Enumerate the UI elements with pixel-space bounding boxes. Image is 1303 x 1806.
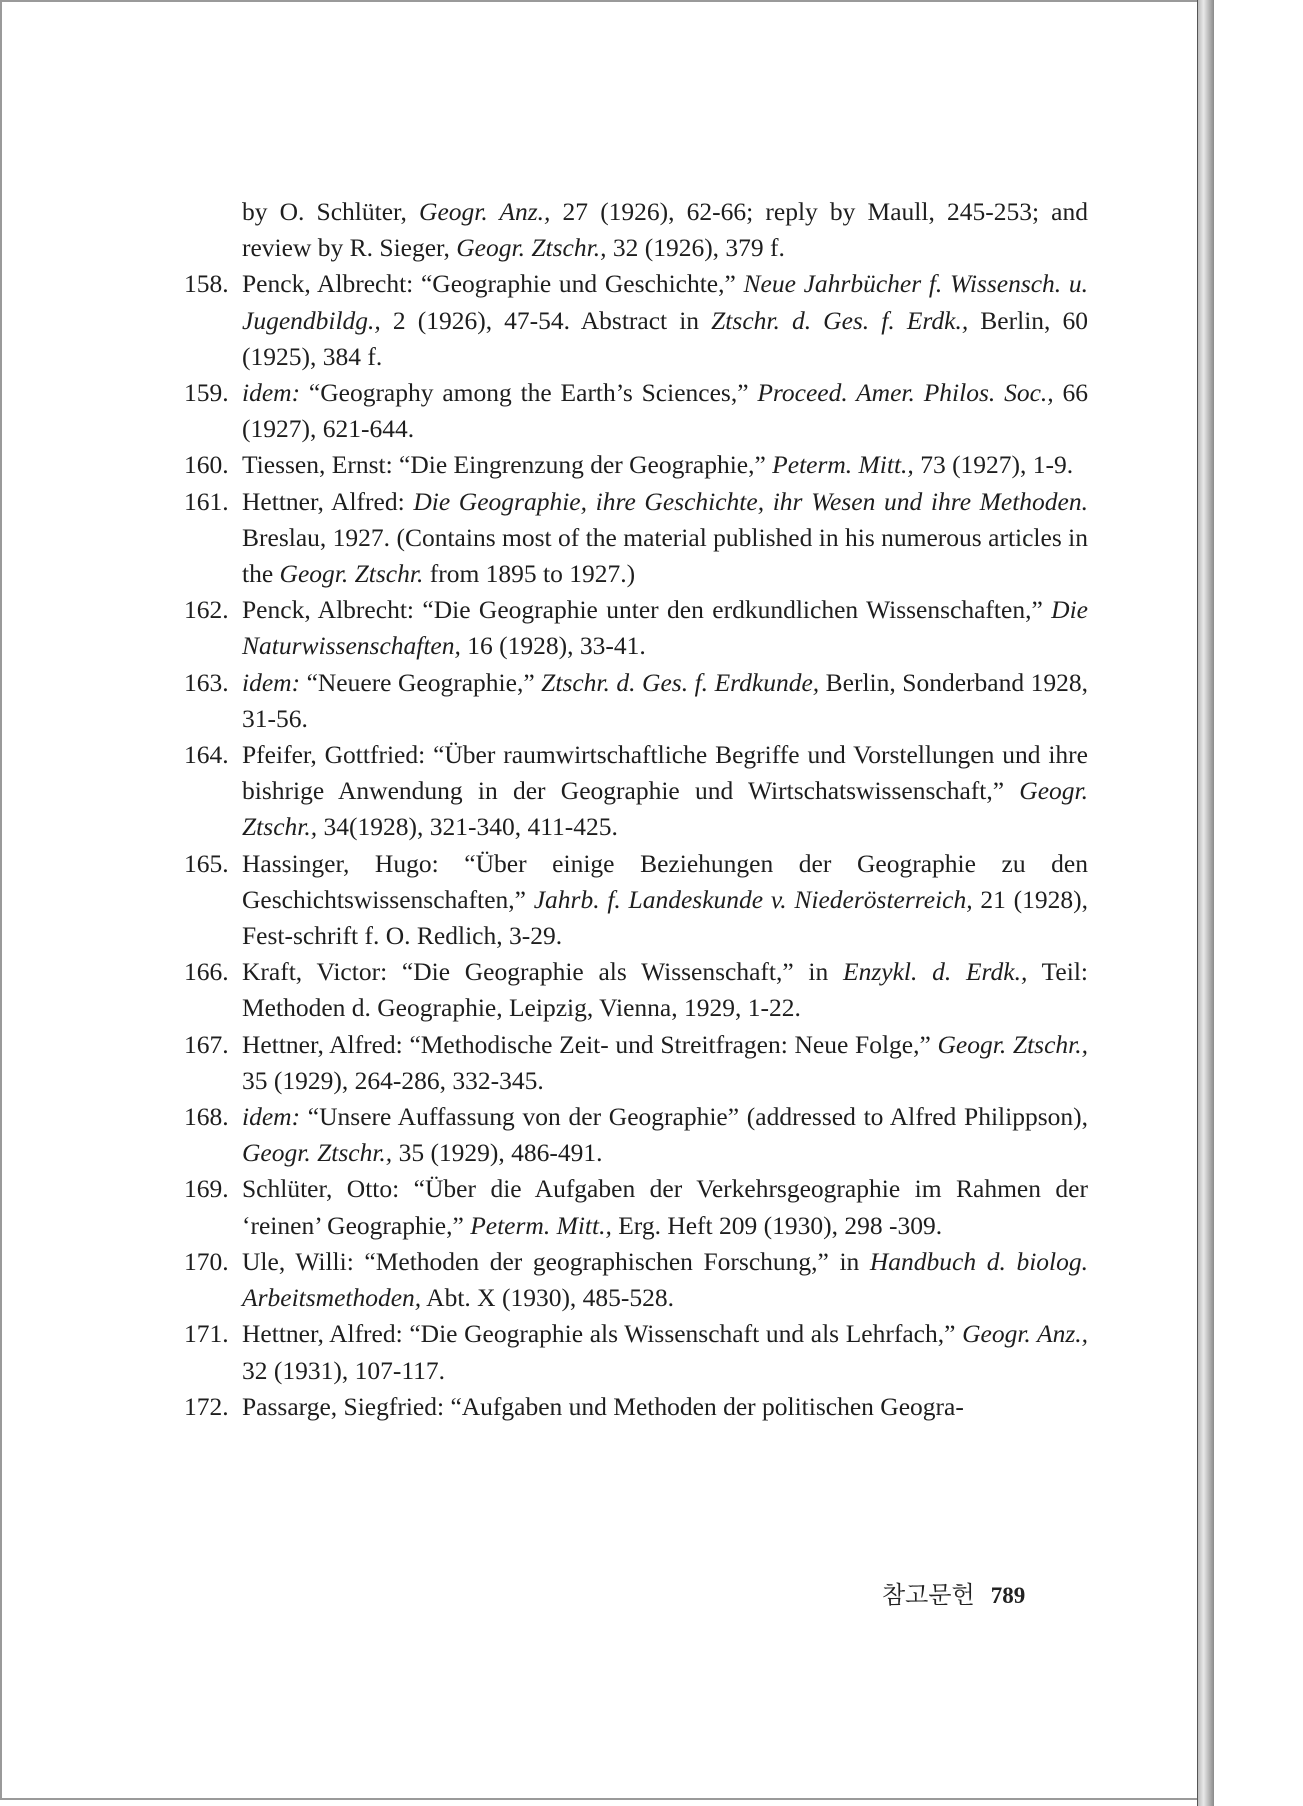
text-run: Kraft, Victor: “Die Geographie als Wissenschaft,” in [242, 957, 844, 987]
reference-text [242, 266, 1088, 375]
reference-text [242, 484, 1088, 593]
text-run: Tiessen, Ernst: “Die Eingrenzung der Geographie,” [242, 450, 773, 480]
reference-list [184, 194, 1088, 1425]
reference-text [242, 954, 1088, 1026]
italic-text: Peterm. Mitt., [470, 1210, 612, 1240]
text-run: Abt. X (1930), 485-528. [421, 1283, 675, 1313]
reference-number: 172. [184, 1391, 229, 1421]
italic-text: idem: [242, 1102, 301, 1132]
text-run: Hassinger, Hugo: “Über einige Beziehungen der Geographie zu den Geschichtswissenschaften,” [242, 848, 1088, 914]
italic-text: Die Naturwissenschaften, [242, 595, 1088, 661]
italic-text: Geogr. Ztschr., [242, 1138, 393, 1168]
reference-text [242, 375, 1088, 447]
italic-text: Neue Jahrbücher f. Wissensch. u. Jugendbildg., [242, 269, 1088, 335]
italic-text: Die Geographie, ihre Geschichte, ihr Wesen und ihre Methoden. [413, 486, 1088, 516]
reference-text [242, 665, 1088, 737]
reference-text [242, 1244, 1088, 1316]
reference-number: 158. [184, 269, 229, 299]
reference-text [242, 1389, 1088, 1425]
italic-text: Geogr. Anz., [962, 1319, 1088, 1349]
reference-item [184, 1389, 1088, 1425]
text-run: 66 (1927), 621-644. [242, 378, 1088, 444]
page-edge [1197, 0, 1214, 1806]
reference-number: 170. [184, 1246, 229, 1276]
italic-text: Ztschr. d. Ges. f. Erdk., [711, 305, 969, 335]
italic-text: Proceed. Amer. Philos. Soc., [757, 378, 1054, 408]
reference-number: 166. [184, 957, 229, 987]
reference-text [242, 447, 1088, 483]
text-run: from 1895 to 1927.) [423, 559, 636, 589]
reference-number: 162. [184, 595, 229, 625]
reference-number: 164. [184, 740, 229, 770]
reference-number: 169. [184, 1174, 229, 1204]
text-run: Hettner, Alfred: “Die Geographie als Wissenschaft und als Lehrfach,” [242, 1319, 963, 1349]
page-footer [882, 1575, 1025, 1610]
reference-item [184, 954, 1088, 1026]
text-run: “Unsere Auffassung von der Geographie” (addressed to Alfred Philippson), [300, 1102, 1088, 1132]
text-run: Breslau, 1927. (Contains most of the material published in his numerous articles in the [242, 522, 1088, 589]
text-run: Ule, Willi: “Methoden der geographischen Forschung,” in [242, 1246, 870, 1276]
reference-item [184, 1027, 1088, 1099]
reference-number: 168. [184, 1102, 229, 1132]
reference-item [184, 1171, 1088, 1243]
reference-item [184, 737, 1088, 846]
reference-item [184, 1244, 1088, 1316]
reference-item [184, 1099, 1088, 1171]
italic-text: Handbuch d. biolog. Arbeitsmethoden, [242, 1246, 1088, 1313]
text-run: “Geography among the Earth’s Sciences,” [300, 378, 758, 408]
reference-item [184, 846, 1088, 955]
text-run: 2 (1926), 47-54. Abstract in [380, 305, 712, 335]
reference-item [184, 592, 1088, 664]
text-run: Schlüter, Otto: “Über die Aufgaben der Verkehrsgeographie im Rahmen der ‘reinen’ Geographie,” [242, 1174, 1088, 1240]
text-run: 32 (1926), 379 f. [606, 233, 785, 263]
text-run: Hettner, Alfred: [242, 486, 414, 516]
reference-number: 167. [184, 1029, 229, 1059]
reference-number: 165. [184, 848, 229, 878]
text-run: 27 (1926), 62-66; reply by Maull, 245-253; and review by R. Sieger, [242, 197, 1089, 263]
italic-text: Ztschr. d. Ges. f. Erdkunde, [541, 667, 820, 697]
reference-continuation [184, 194, 1088, 266]
italic-text: Geogr. Ztschr., [456, 233, 607, 263]
text-run: Erg. Heft 209 (1930), 298 -309. [611, 1210, 943, 1240]
text-run: 32 (1931), 107-117. [242, 1355, 446, 1385]
text-run: 73 (1927), 1-9. [913, 450, 1074, 480]
text-run: Penck, Albrecht: “Geographie und Geschichte,” [242, 269, 744, 299]
reference-text [242, 1099, 1088, 1171]
italic-text: idem: [242, 378, 301, 408]
text-run: Penck, Albrecht: “Die Geographie unter den erdkundlichen Wissenschaften,” [242, 595, 1052, 625]
text-run: Teil: Methoden d. Geographie, Leipzig, Vienna, 1929, 1-22. [242, 957, 1088, 1023]
reference-text [242, 592, 1088, 664]
reference-number: 171. [184, 1319, 229, 1349]
text-run: Berlin, 60 (1925), 384 f. [242, 305, 1088, 371]
reference-number: 163. [184, 667, 229, 697]
text-run: by O. Schlüter, [242, 197, 420, 226]
page-number: 789 [990, 1583, 1026, 1608]
section-title: 참고문헌 [882, 1581, 975, 1609]
italic-text: idem: [242, 667, 301, 697]
text-run: 35 (1929), 264-286, 332-345. [242, 1065, 544, 1095]
text-run: 16 (1928), 33-41. [460, 631, 646, 661]
italic-text: Jahrb. f. Landeskunde v. Niederösterreich, [533, 884, 973, 914]
reference-item [184, 484, 1088, 593]
reference-text [242, 846, 1088, 955]
reference-text [242, 1027, 1088, 1099]
reference-number: 161. [184, 486, 229, 516]
italic-text: Geogr. Ztschr. [279, 559, 424, 589]
text-run: “Neuere Geographie,” [300, 667, 542, 697]
reference-item [184, 266, 1088, 375]
reference-item [184, 447, 1088, 483]
italic-text: Peterm. Mitt., [772, 450, 914, 480]
reference-text [242, 1316, 1088, 1388]
reference-number: 160. [184, 450, 229, 480]
italic-text: Geogr. Ztschr., [242, 776, 1088, 842]
text-run: Hettner, Alfred: “Methodische Zeit- und Streitfragen: Neue Folge,” [242, 1029, 938, 1059]
reference-item [184, 665, 1088, 737]
reference-number: 159. [184, 378, 229, 408]
italic-text: Geogr. Ztschr., [937, 1029, 1089, 1059]
text-run: 34(1928), 321-340, 411-425. [317, 812, 618, 842]
italic-text: Geogr. Anz., [419, 197, 551, 226]
italic-text: Enzykl. d. Erdk., [843, 957, 1028, 987]
reference-item [184, 1316, 1088, 1388]
references-container [184, 266, 1088, 1425]
text-run: Pfeifer, Gottfried: “Über raumwirtschaftliche Begriffe und Vorstellungen und ihre bishrige Anwendung in der Geographie und Wirtschatswissenschaft,” [242, 740, 1088, 806]
text-run: 35 (1929), 486-491. [392, 1138, 603, 1168]
text-run: Berlin, Sonderband 1928, 31-56. [242, 667, 1088, 733]
reference-text [242, 737, 1088, 846]
reference-item [184, 375, 1088, 447]
text-run: 21 (1928), Fest-schrift f. O. Redlich, 3-29. [242, 884, 1088, 951]
text-run: Passarge, Siegfried: “Aufgaben und Methoden der politischen Geogra- [242, 1391, 964, 1421]
reference-text [242, 1171, 1088, 1243]
